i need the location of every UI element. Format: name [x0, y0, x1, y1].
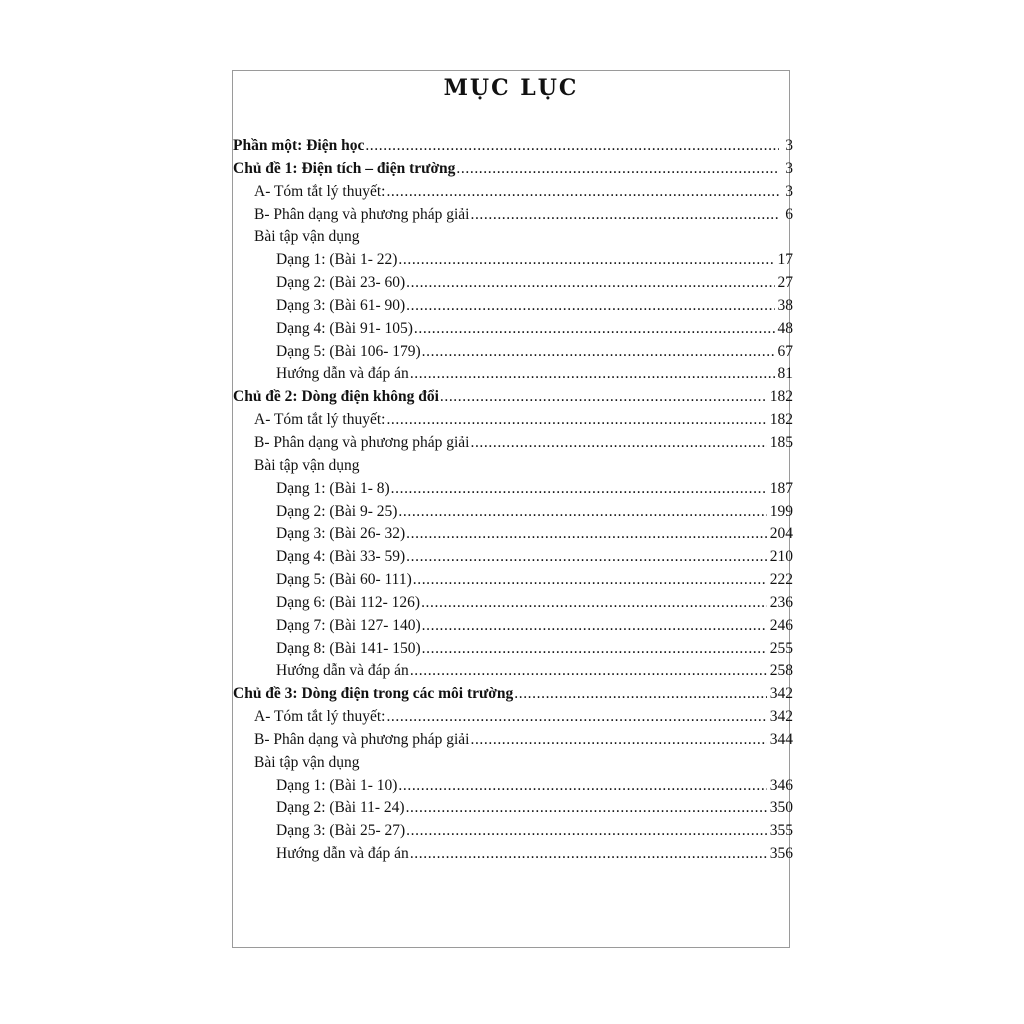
- toc-page-number: 187: [769, 479, 793, 497]
- toc-page-number: 81: [777, 365, 793, 383]
- toc-leader-dots: [406, 546, 767, 569]
- toc-leader-dots: [406, 295, 775, 318]
- toc-leader-dots: [406, 820, 767, 843]
- toc-entry-label: Dạng 5: (Bài 106- 179): [276, 342, 421, 360]
- toc-page-number: 204: [769, 525, 793, 543]
- toc-leader-dots: [386, 409, 767, 432]
- toc-entry-label: Hướng dẫn và đáp án: [276, 845, 409, 863]
- toc-leader-dots: [422, 341, 775, 364]
- toc-page-number: 182: [769, 411, 793, 429]
- toc-leader-dots: [406, 523, 767, 546]
- toc-entry-label: B- Phân dạng và phương pháp giải: [254, 205, 470, 223]
- toc-entry: [233, 775, 793, 798]
- toc-entry: [233, 432, 793, 455]
- toc-leader-dots: [456, 158, 779, 181]
- toc-entry: [233, 660, 793, 683]
- toc-entry-label: Dạng 4: (Bài 91- 105): [276, 319, 413, 337]
- toc-page-number: 355: [769, 822, 793, 840]
- toc-page-number: 222: [769, 571, 793, 589]
- toc-leader-dots: [365, 135, 779, 158]
- toc-entry-label: Dạng 3: (Bài 26- 32): [276, 525, 406, 543]
- toc-leader-dots: [422, 638, 767, 661]
- toc-entry-label: Dạng 4: (Bài 33- 59): [276, 548, 406, 566]
- toc-page-number: 342: [769, 685, 793, 703]
- toc-page-number: 344: [769, 730, 793, 748]
- toc-leader-dots: [386, 706, 767, 729]
- toc-page-number: 185: [769, 433, 793, 451]
- toc-entry-label: Dạng 2: (Bài 11- 24): [276, 799, 405, 817]
- toc-page-number: 236: [769, 593, 793, 611]
- page-title: MỤC LỤC: [443, 75, 579, 101]
- toc-entry-label: Hướng dẫn và đáp án: [276, 662, 409, 680]
- toc-page-number: 210: [769, 548, 793, 566]
- toc-entry: [233, 478, 793, 501]
- toc-page-number: 199: [769, 502, 793, 520]
- toc-page-number: 3: [785, 137, 793, 154]
- toc-leader-dots: [386, 181, 779, 204]
- toc-entry-label: Dạng 3: (Bài 61- 90): [276, 296, 406, 314]
- toc-entry-label: A- Tóm tắt lý thuyết:: [254, 411, 386, 429]
- toc-entry-label: A- Tóm tắt lý thuyết:: [254, 708, 386, 726]
- toc-entry-label: Chủ đề 2: Dòng điện không đổi: [233, 388, 439, 406]
- toc-entry: [233, 683, 793, 706]
- toc-leader-dots: [406, 272, 775, 295]
- toc-leader-dots: [514, 683, 767, 706]
- toc-entry: [233, 318, 793, 341]
- toc-page-number: 346: [769, 776, 793, 794]
- toc-entry: [233, 546, 793, 569]
- toc-entry-label: Dạng 3: (Bài 25- 27): [276, 822, 406, 840]
- toc-page-number: 3: [785, 182, 793, 200]
- toc-entry: [233, 569, 793, 592]
- toc-entry: [233, 820, 793, 843]
- toc-page-number: 48: [777, 319, 793, 337]
- toc-entry-label: Dạng 1: (Bài 1- 10): [276, 776, 398, 794]
- toc-leader-dots: [406, 797, 767, 820]
- toc-entry-label: Dạng 5: (Bài 60- 111): [276, 571, 412, 589]
- toc-page-number: 17: [777, 251, 793, 269]
- toc-entry-label: Dạng 1: (Bài 1- 8): [276, 479, 390, 497]
- toc-leader-dots: [470, 432, 767, 455]
- toc-page-number: 6: [785, 205, 793, 223]
- toc-entry: [233, 158, 793, 181]
- toc-entry-label: Bài tập vận dụng: [254, 456, 360, 474]
- toc-entry: [233, 592, 793, 615]
- toc-entry: [233, 386, 793, 409]
- toc-entry-label: Dạng 7: (Bài 127- 140): [276, 616, 421, 634]
- toc-page-number: 255: [769, 639, 793, 657]
- toc-leader-dots: [421, 592, 767, 615]
- toc-leader-dots: [391, 478, 767, 501]
- toc-page-number: 3: [785, 159, 793, 177]
- toc-entry: [233, 729, 793, 752]
- toc-entry-label: B- Phân dạng và phương pháp giải: [254, 433, 470, 451]
- toc-entry: [233, 295, 793, 318]
- toc-leader-dots: [410, 363, 775, 386]
- toc-entry: [233, 181, 793, 204]
- toc-leader-dots: [398, 501, 767, 524]
- toc-entry-label: Dạng 2: (Bài 23- 60): [276, 274, 406, 292]
- toc-entry: [233, 204, 793, 227]
- toc-page-number: 67: [777, 342, 793, 360]
- toc-entry-label: Dạng 6: (Bài 112- 126): [276, 593, 421, 611]
- toc-entry: [233, 249, 793, 272]
- toc-entry-label: Dạng 2: (Bài 9- 25): [276, 502, 398, 520]
- toc-entry: [233, 226, 793, 249]
- toc-leader-dots: [440, 386, 767, 409]
- toc-entry: [233, 341, 793, 364]
- toc-entry: [233, 501, 793, 524]
- toc-entry-label: A- Tóm tắt lý thuyết:: [254, 182, 386, 200]
- toc-leader-dots: [470, 204, 779, 227]
- toc-leader-dots: [422, 615, 767, 638]
- toc-entry: [233, 135, 793, 158]
- toc-entry-label: Chủ đề 3: Dòng điện trong các môi trường: [233, 685, 514, 703]
- toc-entry: [233, 797, 793, 820]
- toc-entry-label: Phần một: Điện học: [233, 137, 365, 154]
- toc-page-number: 182: [769, 388, 793, 406]
- toc-entry: [233, 638, 793, 661]
- table-of-contents: [233, 135, 793, 866]
- toc-page-number: 246: [769, 616, 793, 634]
- toc-entry: [233, 272, 793, 295]
- toc-page-number: 356: [769, 845, 793, 863]
- toc-entry: [233, 843, 793, 866]
- toc-entry-label: Chủ đề 1: Điện tích – điện trường: [233, 159, 456, 177]
- toc-page-number: 27: [777, 274, 793, 292]
- toc-leader-dots: [398, 249, 775, 272]
- toc-entry-label: B- Phân dạng và phương pháp giải: [254, 730, 470, 748]
- toc-entry: [233, 455, 793, 478]
- toc-leader-dots: [410, 843, 767, 866]
- toc-entry: [233, 752, 793, 775]
- toc-leader-dots: [398, 775, 767, 798]
- toc-entry: [233, 409, 793, 432]
- toc-entry-label: Bài tập vận dụng: [254, 228, 360, 246]
- toc-entry: [233, 363, 793, 386]
- document-page: [232, 70, 793, 948]
- toc-page-number: 342: [769, 708, 793, 726]
- toc-page-number: 258: [769, 662, 793, 680]
- toc-leader-dots: [470, 729, 767, 752]
- toc-page-number: 350: [769, 799, 793, 817]
- toc-leader-dots: [410, 660, 767, 683]
- toc-entry: [233, 523, 793, 546]
- toc-page-number: 38: [777, 296, 793, 314]
- toc-leader-dots: [413, 569, 767, 592]
- toc-entry-label: Bài tập vận dụng: [254, 753, 360, 771]
- toc-entry: [233, 615, 793, 638]
- toc-entry-label: Dạng 1: (Bài 1- 22): [276, 251, 398, 269]
- toc-leader-dots: [414, 318, 775, 341]
- toc-entry-label: Hướng dẫn và đáp án: [276, 365, 409, 383]
- toc-entry: [233, 706, 793, 729]
- toc-entry-label: Dạng 8: (Bài 141- 150): [276, 639, 421, 657]
